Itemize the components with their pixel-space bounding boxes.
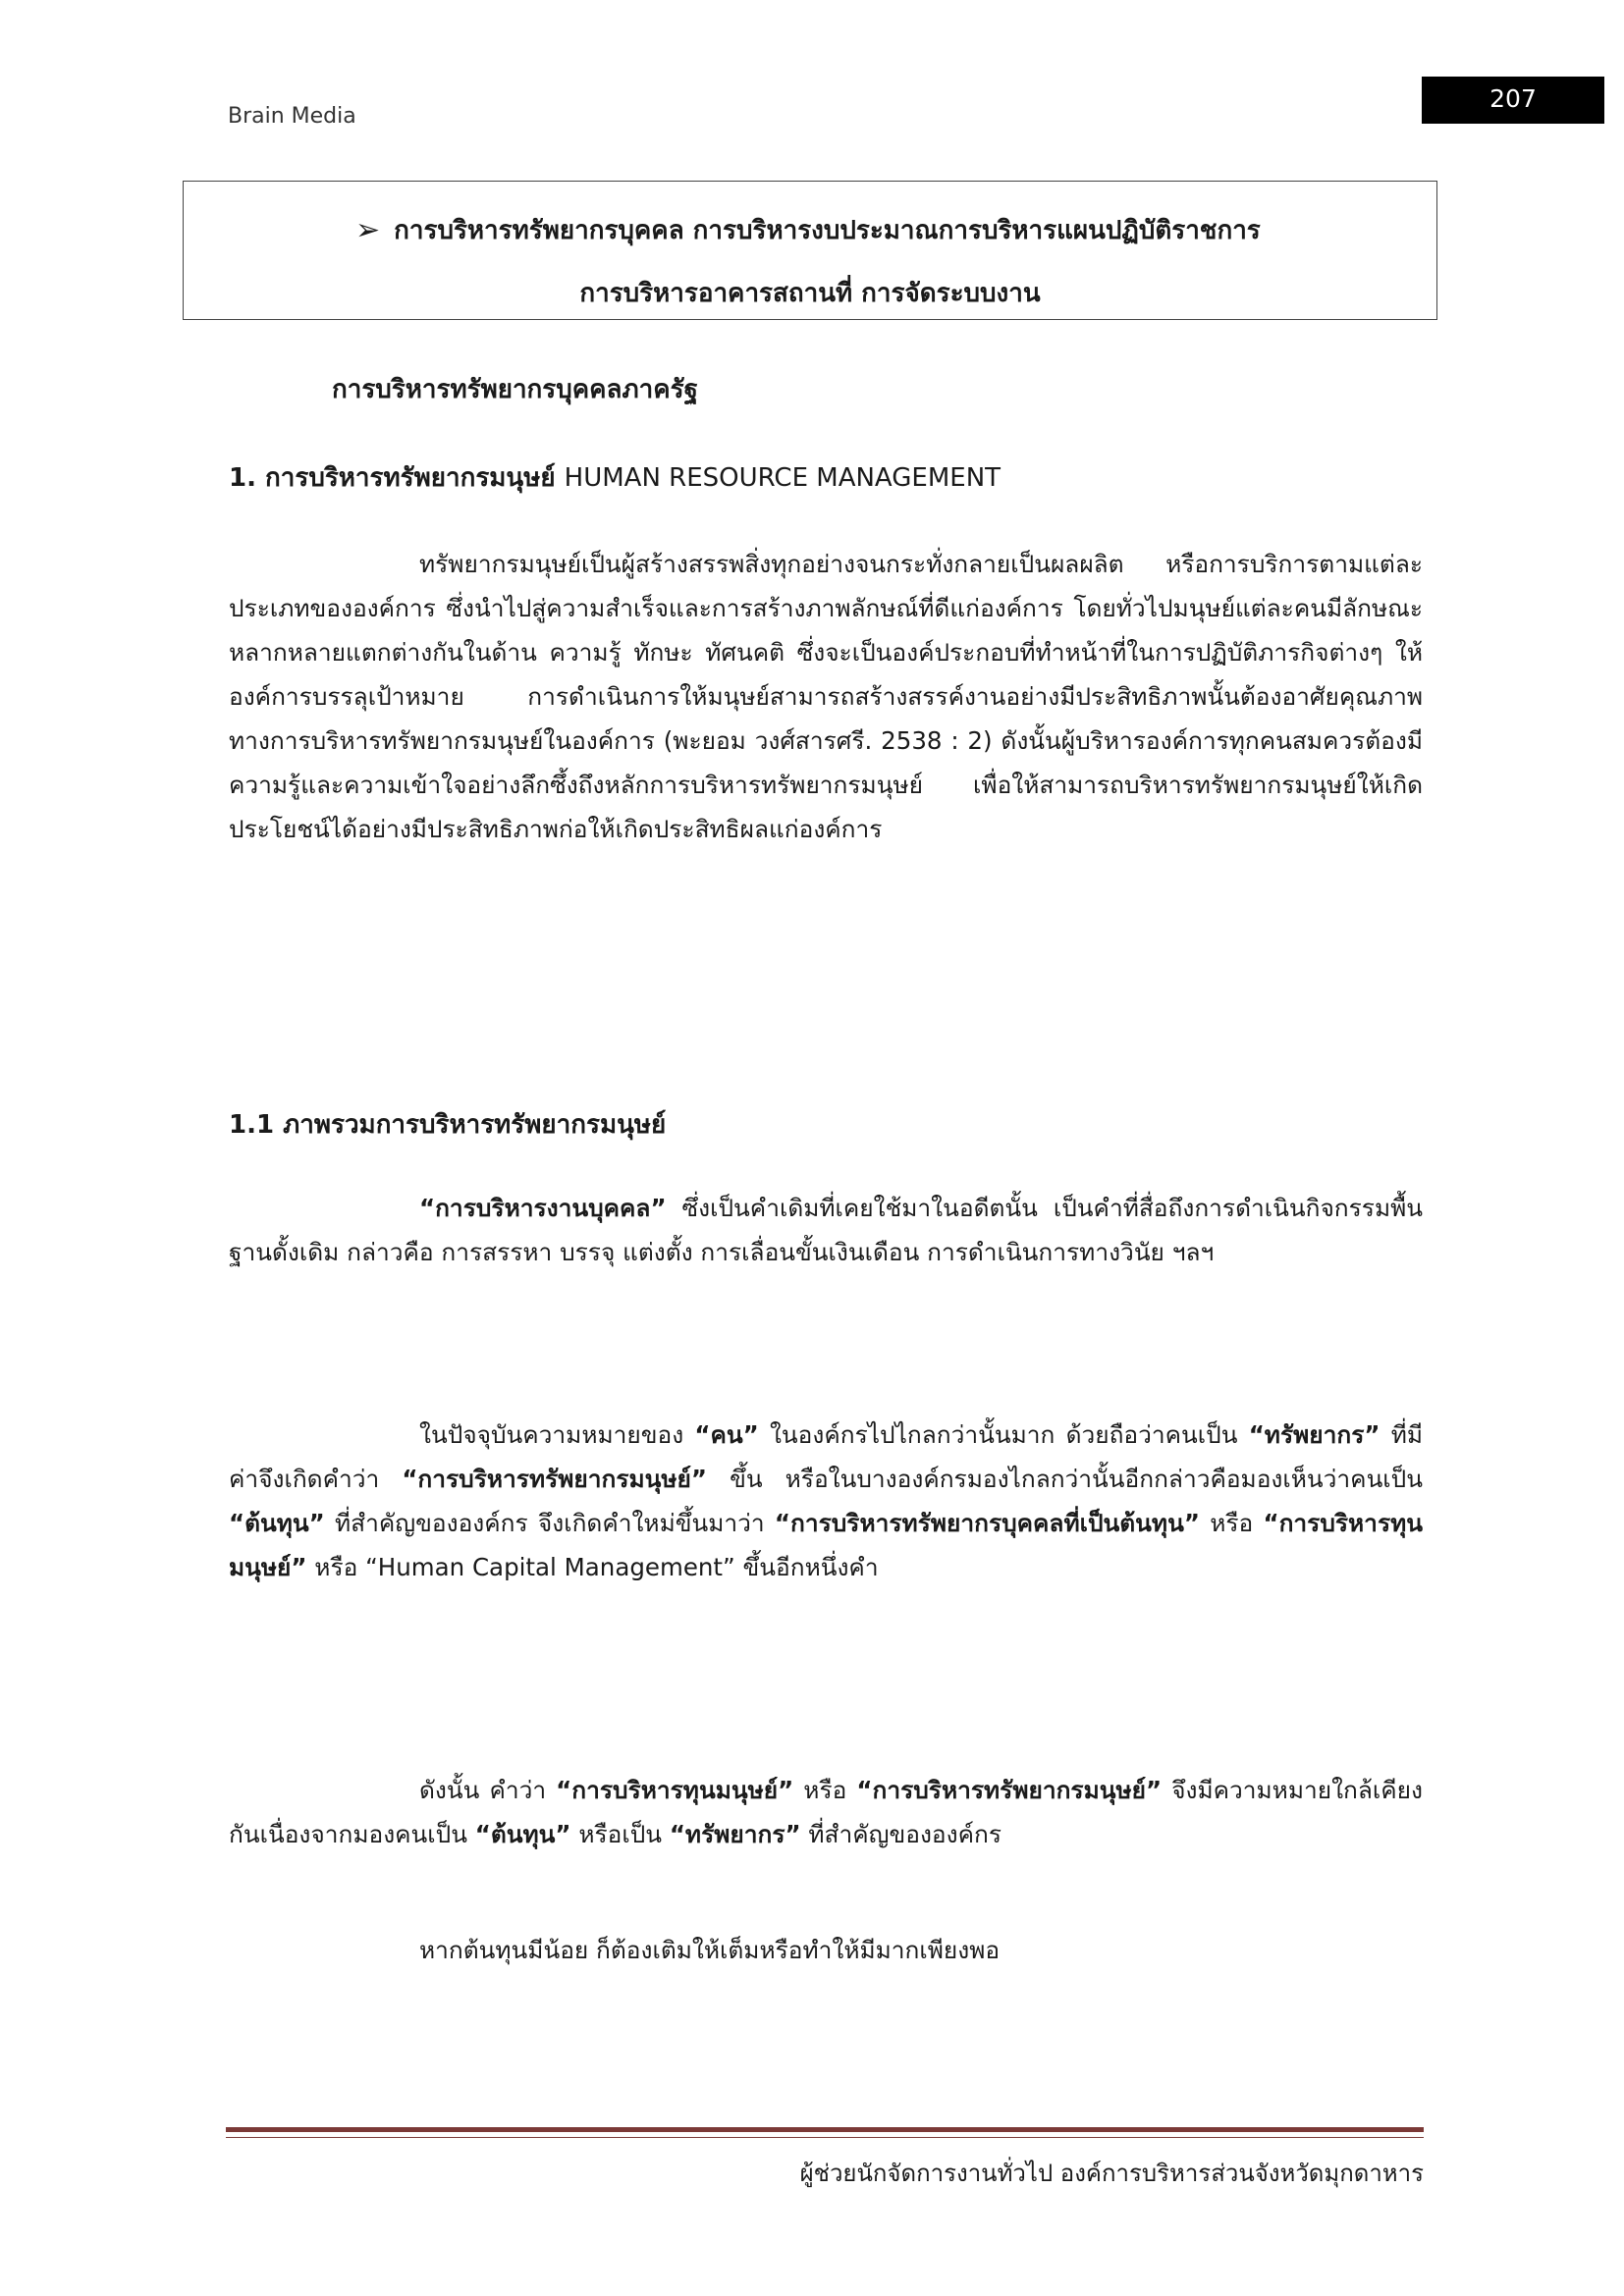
- footer-rule-thin: [226, 2137, 1424, 2138]
- p3-bold-4: “ทรัพยากร”: [669, 1820, 801, 1848]
- p2-bold-5: “การบริหารทรัพยากรบุคคลที่เป็นต้นทุน”: [774, 1509, 1200, 1537]
- p2-text-5: ที่สำคัญขององค์กร จึงเกิดคำใหม่ขึ้นมาว่า: [324, 1509, 775, 1537]
- p2-bold-1: “คน”: [694, 1420, 759, 1449]
- p3-text-4: หรือเป็น: [570, 1820, 670, 1848]
- paragraph-if-cost-low: [229, 1928, 1423, 1972]
- p2-bold-4: “ต้นทุน”: [229, 1509, 325, 1537]
- section-1-paragraph-text: ทรัพยากรมนุษย์เป็นผู้สร้างสรรพสิ่งทุกอย่างจนกระทั่งกลายเป็นผลผลิต หรือการบริการตามแต่ละประเภทขององค์การ ซึ่งนำไปสู่ความสำเร็จและการสร้างภาพลักษณ์ที่ดีแก่องค์การ โดยทั่วไปมนุษย์แต่ละคนมีลักษณะหลากหลายแตกต่างกันในด้าน ความรู้ ทักษะ ทัศนคติ ซึ่งจะเป็นองค์ประกอบที่ทำหน้าที่ในการปฏิบัติภารกิจต่างๆ ให้องค์การบรรลุเป้าหมาย การดำเนินการให้มนุษย์สามารถสร้างสรรค์งานอย่างมีประสิทธิภาพนั้นต้องอาศัยคุณภาพทางการบริหารทรัพยากรมนุษย์ในองค์การ (พะยอม วงศ์สารศรี. 2538 : 2) ดังนั้นผู้บริหารองค์การทุกคนสมควรต้องมีความรู้และความเข้าใจอย่างลึกซึ้งถึงหลักการบริหารทรัพยากรมนุษย์ เพื่อให้สามารถบริหารทรัพยากรมนุษย์ให้เกิดประโยชน์ได้อย่างมีประสิทธิภาพก่อให้เกิดประสิทธิผลแก่องค์การ: [229, 550, 1423, 843]
- p2-text-2: ในองค์กรไปไกลกว่านั้นมาก ด้วยถือว่าคนเป็น: [758, 1420, 1249, 1449]
- page-number: 207: [1422, 77, 1604, 124]
- title-text-1: การบริหารทรัพยากรบุคคล การบริหารงบประมาณการบริหารแผนปฏิบัติราชการ: [394, 216, 1261, 245]
- section-1-heading-eng: HUMAN RESOURCE MANAGEMENT: [564, 463, 1001, 493]
- p3-text-5: ที่สำคัญขององค์กร: [800, 1820, 1001, 1848]
- footer-rule: [226, 2127, 1424, 2132]
- title-line-1: [355, 210, 1261, 250]
- section-1-1-heading: 1.1 ภาพรวมการบริหารทรัพยากรมนุษย์: [229, 1110, 667, 1140]
- section-1-heading-thai: 1. การบริหารทรัพยากรมนุษย์: [229, 463, 556, 493]
- p3-text-3: จึงมีความหมายใกล้เคียงกันเนื่องจากมองคนเป็น: [229, 1776, 1423, 1848]
- paragraph-personnel-admin-text: ซึ่งเป็นคำเดิมที่เคยใช้มาในอดีตนั้น เป็นคำที่สื่อถึงการดำเนินกิจกรรมพื้นฐานดั้งเดิม กล่าวคือ การสรรหา บรรจุ แต่งตั้ง การเลื่อนขั้นเงินเดือน การดำเนินการทางวินัย ฯลฯ: [229, 1194, 1423, 1266]
- p2-text-6: หรือ: [1199, 1509, 1264, 1537]
- brand-name: Brain Media: [228, 104, 356, 129]
- section-1-heading: [229, 457, 1001, 498]
- p2-bold-3: “การบริหารทรัพยากรมนุษย์”: [402, 1465, 708, 1493]
- paragraph-therefore: [229, 1768, 1423, 1856]
- title-line-2: การบริหารอาคารสถานที่ การจัดระบบงาน: [579, 279, 1041, 308]
- p2-text-3: ที่มีค่าจึงเกิดคำว่า: [229, 1420, 1424, 1493]
- p2-bold-6: “การบริหารทุนมนุษย์”: [229, 1509, 1423, 1581]
- paragraph-current-meaning: [229, 1413, 1423, 1589]
- footer-text: ผู้ช่วยนักจัดการงานทั่วไป องค์การบริหารส่วนจังหวัดมุกดาหาร: [799, 2160, 1424, 2187]
- p3-text-2: หรือ: [793, 1776, 857, 1804]
- p2-text-1: ในปัจจุบันความหมายของ: [419, 1420, 695, 1449]
- p3-bold-3: “ต้นทุน”: [474, 1820, 571, 1848]
- p3-bold-2: “การบริหารทรัพยากรมนุษย์”: [856, 1776, 1163, 1804]
- arrow-bullet-icon: ➢: [355, 213, 381, 247]
- p2-bold-2: “ทรัพยากร”: [1248, 1420, 1380, 1449]
- section-1-paragraph: [229, 542, 1423, 851]
- p4-text: หากต้นทุนมีน้อย ก็ต้องเติมให้เต็มหรือทำให้มีมากเพียงพอ: [419, 1936, 1001, 1964]
- subtitle: การบริหารทรัพยากรบุคคลภาครัฐ: [332, 375, 698, 404]
- p3-bold-1: “การบริหารทุนมนุษย์”: [556, 1776, 794, 1804]
- p3-text-1: ดังนั้น คำว่า: [419, 1776, 557, 1804]
- p2-text-4: ขึ้น หรือในบางองค์กรมองไกลกว่านั้นอีกกล่าวคือมองเห็นว่าคนเป็น: [707, 1465, 1423, 1493]
- paragraph-personnel-admin: [229, 1186, 1423, 1274]
- p2-text-7: หรือ “Human Capital Management” ขึ้นอีกหนึ่งคำ: [306, 1553, 879, 1581]
- term-personnel-admin: “การบริหารงานบุคคล”: [419, 1194, 667, 1222]
